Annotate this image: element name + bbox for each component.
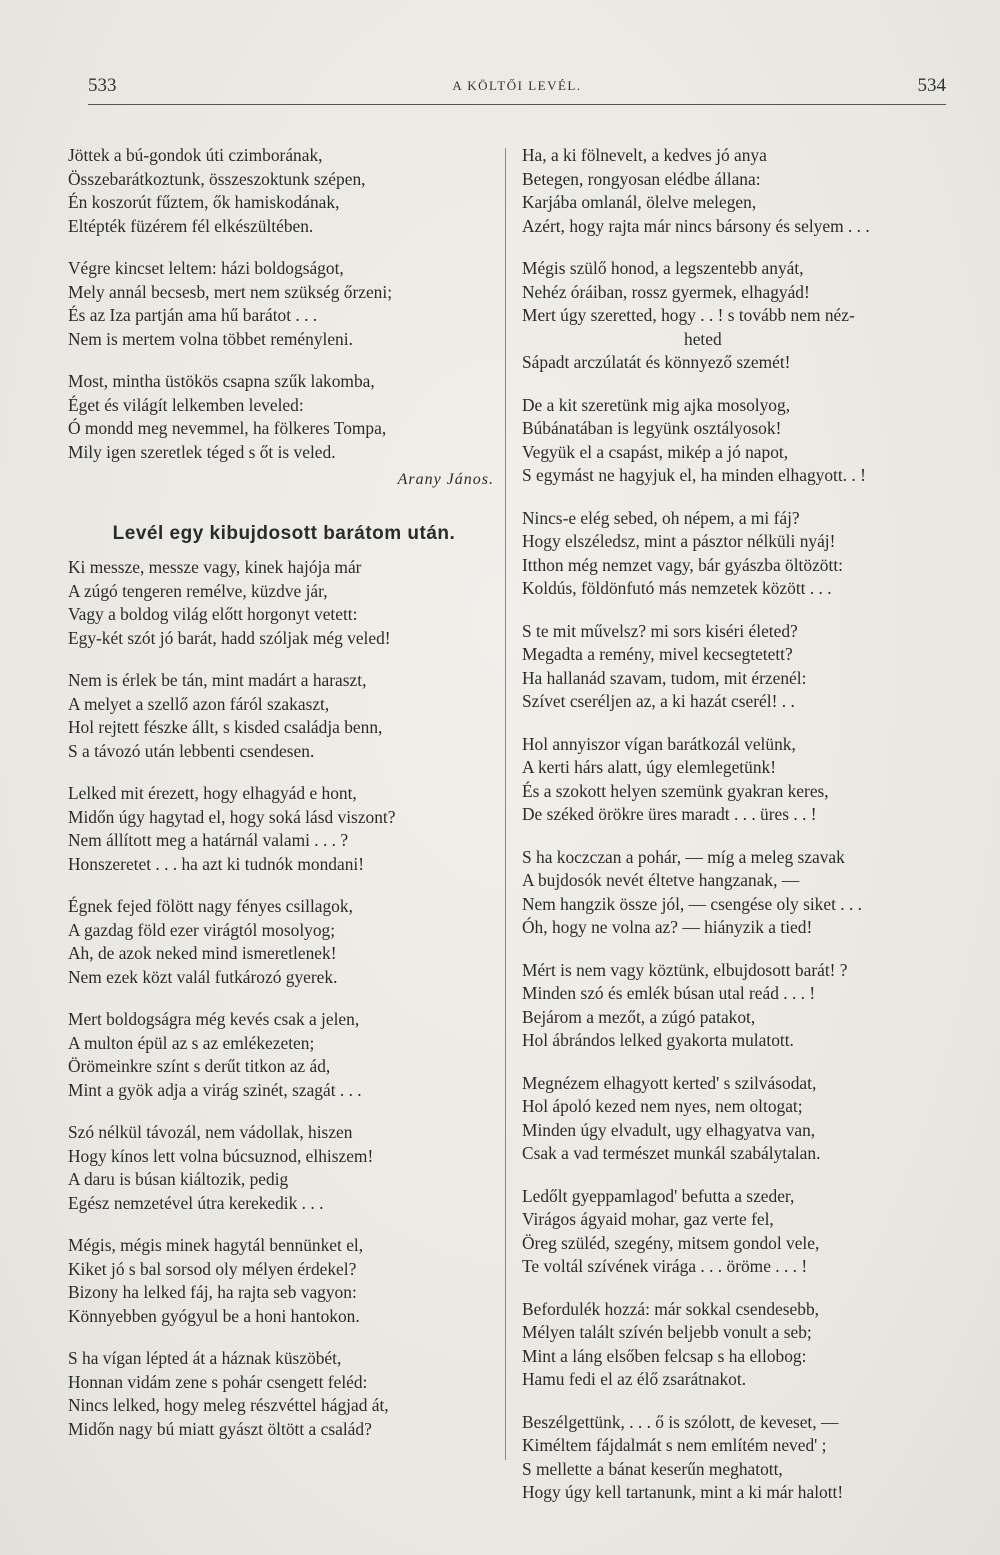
verse-line: Könnyebben gyógyul be a honi hantokon.: [68, 1305, 360, 1326]
verse-line: Ha hallanád szavam, tudom, mit érzenél:: [522, 667, 807, 688]
verse-line: Nem hangzik össze jól, — csengése oly siket . . .: [522, 893, 863, 914]
verse-line: Midőn nagy bú miatt gyászt öltött a család?: [68, 1418, 372, 1439]
verse-line: Csak a vad természet munkál szabálytalan.: [522, 1143, 821, 1163]
verse-line: Hogy kínos lett volna búcsuznod, elhiszem!: [68, 1145, 374, 1166]
verse-line: Hol ábrándos lelked gyakorta mulatott.: [522, 1030, 794, 1050]
verse-line: Bejárom a mezőt, a zúgó patakot,: [522, 1006, 756, 1027]
verse-line: Befordulék hozzá: már sokkal csendesebb,: [522, 1298, 819, 1319]
running-title: A KÖLTŐI LEVÉL.: [452, 78, 582, 93]
verse-line: Itthon még nemzet vagy, bár gyászba öltözött:: [522, 554, 843, 575]
verse-line: A kerti hárs alatt, úgy elemlegetünk!: [522, 757, 777, 777]
stanza: [522, 394, 952, 488]
stanza: [522, 1185, 952, 1279]
stanza: [522, 733, 952, 827]
page-header: [88, 75, 946, 101]
stanza: [68, 895, 500, 989]
verse-line: Szó nélkül távozál, nem vádollak, hiszen: [68, 1122, 353, 1142]
verse-line: Égnek fejed fölött nagy fényes csillagok,: [68, 896, 353, 916]
verse-line: Most, mintha üstökös csapna szűk lakomba,: [68, 371, 375, 391]
verse-line: Vagy a boldog világ előtt horgonyt vetett:: [68, 604, 358, 624]
verse-line: S mellette a bánat keserűn meghatott,: [522, 1458, 783, 1479]
verse-line: Bizony ha lelked fáj, ha rajta seb vagyon:: [68, 1282, 357, 1302]
verse-line: Karjába omlanál, ölelve melegen,: [522, 192, 757, 212]
verse-line: Mert boldogságra még kevés csak a jelen,: [68, 1009, 360, 1029]
verse-line: Egész nemzetével útra kerekedik . . .: [68, 1192, 324, 1213]
stanza: [68, 1121, 500, 1215]
stanza: [522, 257, 952, 375]
verse-line: Nincs lelked, hogy meleg részvéttel hágjad át,: [68, 1395, 389, 1415]
verse-line: Hamu fedi el az élő zsarátnakot.: [522, 1369, 747, 1389]
verse-line: Végre kincset leltem: házi boldogságot,: [68, 258, 344, 278]
verse-line: Hogy elszéledsz, mint a pásztor nélküli nyáj!: [522, 531, 836, 551]
stanza: [68, 370, 500, 464]
verse-line: A gazdag föld ezer virágtól mosolyog;: [68, 919, 336, 940]
verse-line: Megadta a remény, mivel kecsegtetett?: [522, 644, 793, 664]
verse-line: Virágos ágyaid mohar, gaz verte fel,: [522, 1209, 774, 1229]
verse-line: Nem ezek közt valál futkározó gyerek.: [68, 966, 338, 987]
verse-line: De széked örökre üres maradt . . . üres . . !: [522, 804, 817, 824]
page-number-right: 534: [917, 75, 946, 96]
poem-body-left: [68, 556, 500, 1441]
verse-line: Hol annyiszor vígan barátkozál velünk,: [522, 733, 796, 754]
verse-line: Vegyük el a csapást, mikép a jó napot,: [522, 441, 789, 462]
stanza: [68, 1234, 500, 1328]
verse-line: Minden szó és emlék búsan utal reád . . . !: [522, 983, 816, 1003]
stanza: [522, 620, 952, 714]
poem-title: Levél egy kibujdosott barátom után.: [112, 523, 456, 544]
stanza: [522, 959, 952, 1053]
verse-line: Búbánatában is legyünk osztályosok!: [522, 418, 782, 438]
stanza: [522, 1411, 952, 1505]
verse-line: S ha vígan lépted át a háznak küszöbét,: [68, 1348, 342, 1368]
verse-line: Mily igen szeretlek téged s őt is veled.: [68, 441, 336, 462]
column-divider: [505, 148, 506, 1460]
verse-line: A zúgó tengeren remélve, küzdve jár,: [68, 580, 328, 601]
verse-line: Betegen, rongyosan elédbe állana:: [522, 168, 761, 189]
verse-line: Minden úgy elvadult, ugy elhagyatva van,: [522, 1119, 816, 1140]
verse-line: Nehéz óráiban, rossz gyermek, elhagyád!: [522, 281, 810, 302]
verse-line: Ha, a ki fölnevelt, a kedves jó anya: [522, 145, 767, 165]
verse-line: A melyet a szellő azon fáról szakaszt,: [68, 693, 330, 714]
verse-line: Koldús, földönfutó más nemzetek között . . .: [522, 578, 832, 598]
stanza: [68, 669, 500, 763]
verse-line: Jöttek a bú-gondok úti czimborának,: [68, 145, 323, 165]
verse-line: Mely annál becsesb, mert nem szükség őrzeni;: [68, 281, 393, 302]
stanza: [68, 257, 500, 351]
verse-line: Megnézem elhagyott kerted' s szilvásodat,: [522, 1072, 817, 1093]
verse-line: Mint a gyök adja a virág szinét, szagát . . .: [68, 1079, 362, 1100]
verse-line: Mért is nem vagy köztünk, elbujdosott barát! ?: [522, 959, 848, 980]
verse-line: Örömeinkre színt s derűt titkon az ád,: [68, 1056, 331, 1076]
poem-signature: Arany János.: [397, 471, 494, 488]
stanza: [68, 556, 500, 650]
verse-line: Lelked mit érezett, hogy elhagyád e hont,: [68, 783, 357, 803]
verse-line: Öreg szüléd, szegény, mitsem gondol vele,: [522, 1232, 820, 1253]
verse-line: Hol ápoló kezed nem nyes, nem oltogat;: [522, 1096, 803, 1116]
verse-line: A multon épül az s az emlékezeten;: [68, 1032, 315, 1053]
verse-line: Összebarátkoztunk, összeszoktunk szépen,: [68, 168, 366, 189]
verse-line: Hogy úgy kell tartanunk, mint a ki már halott!: [522, 1482, 844, 1502]
verse-line: Szívet cseréljen az, a ki hazát cserél! . .: [522, 691, 795, 711]
verse-line: Kiméltem fájdalmát s nem említém neved' ;: [522, 1435, 827, 1455]
verse-line: Hol rejtett fészke állt, s kisded családja benn,: [68, 717, 383, 737]
verse-line: S te mit művelsz? mi sors kiséri életed?: [522, 620, 798, 641]
stanza: [522, 144, 952, 238]
verse-line: Honszeretet . . . ha azt ki tudnók mondani!: [68, 853, 365, 874]
verse-line: S egymást ne hagyjuk el, ha minden elhagyott. . !: [522, 465, 866, 485]
verse-line: Óh, hogy ne volna az? — hiányzik a tied!: [522, 917, 813, 937]
verse-line: Én koszorút fűztem, ők hamiskodának,: [68, 192, 340, 212]
verse-line: S ha koczczan a pohár, — míg a meleg szavak: [522, 846, 845, 867]
page-number-left: 533: [88, 75, 117, 96]
verse-line: És az Iza partján ama hű barátot . . .: [68, 305, 318, 325]
verse-line: A bujdosók nevét éltetve hangzanak, —: [522, 870, 800, 890]
verse-line: De a kit szeretünk mig ajka mosolyog,: [522, 394, 791, 415]
previous-poem-ending: [68, 144, 500, 464]
verse-line: Ó mondd meg nevemmel, ha fölkeres Tompa,: [68, 418, 387, 438]
stanza: [522, 1298, 952, 1392]
verse-line: Te voltál szívének virága . . . öröme . . . !: [522, 1256, 808, 1276]
verse-line: Azért, hogy rajta már nincs bársony és selyem . . .: [522, 215, 870, 236]
verse-line: Nem állított meg a határnál valami . . . ?: [68, 830, 349, 850]
stanza: [522, 846, 952, 940]
verse-line: Beszélgettünk, . . . ő is szólott, de keveset, —: [522, 1411, 839, 1432]
right-column: [522, 144, 952, 1524]
verse-line: Mint a láng elsőben felcsap s ha ellobog:: [522, 1345, 807, 1366]
stanza: [522, 507, 952, 601]
verse-line: A daru is búsan kiáltozik, pedig: [68, 1169, 289, 1189]
header-rule: [88, 104, 946, 105]
verse-line: Mégis, mégis minek hagytál bennünket el,: [68, 1235, 364, 1255]
verse-line: Ledőlt gyeppamlagod' befutta a szeder,: [522, 1185, 795, 1206]
verse-line: S a távozó után lebbenti csendesen.: [68, 740, 315, 761]
verse-line: Mert úgy szeretted, hogy . . ! s tovább nem néz-: [522, 305, 855, 325]
verse-line: Éget és világít lelkemben leveled:: [68, 394, 304, 415]
verse-line: Ah, de azok neked mind ismeretlenek!: [68, 943, 337, 963]
stanza: [522, 1072, 952, 1166]
verse-line: Kiket jó s bal sorsod oly mélyen érdekel?: [68, 1258, 357, 1279]
verse-line: Honnan vidám zene s pohár csengett feléd:: [68, 1371, 368, 1392]
stanza: [68, 782, 500, 876]
poem-body-right: [522, 144, 952, 1505]
verse-line: Nincs-e elég sebed, oh népem, a mi fáj?: [522, 507, 800, 528]
stanza: [68, 144, 500, 238]
verse-line: Sápadt arczúlatát és könnyező szemét!: [522, 352, 791, 372]
verse-line: Nem is érlek be tán, mint madárt a haraszt,: [68, 670, 367, 690]
verse-line: Mégis szülő honod, a legszentebb anyát,: [522, 258, 804, 278]
verse-line: heted: [684, 328, 722, 349]
stanza: [68, 1008, 500, 1102]
left-column: [68, 144, 500, 1460]
verse-line: Eltépték füzérem fél elkészültében.: [68, 215, 314, 236]
verse-line: És a szokott helyen szemünk gyakran keres,: [522, 780, 829, 801]
verse-line: Egy-két szót jó barát, hadd szóljak még veled!: [68, 627, 391, 648]
verse-line: Mélyen talált szívén beljebb vonult a seb;: [522, 1322, 812, 1342]
verse-line: Nem is mertem volna többet reményleni.: [68, 328, 353, 349]
verse-line: Midőn úgy hagytad el, hogy soká lásd viszont?: [68, 806, 396, 827]
verse-line: Ki messze, messze vagy, kinek hajója már: [68, 557, 362, 577]
stanza: [68, 1347, 500, 1441]
